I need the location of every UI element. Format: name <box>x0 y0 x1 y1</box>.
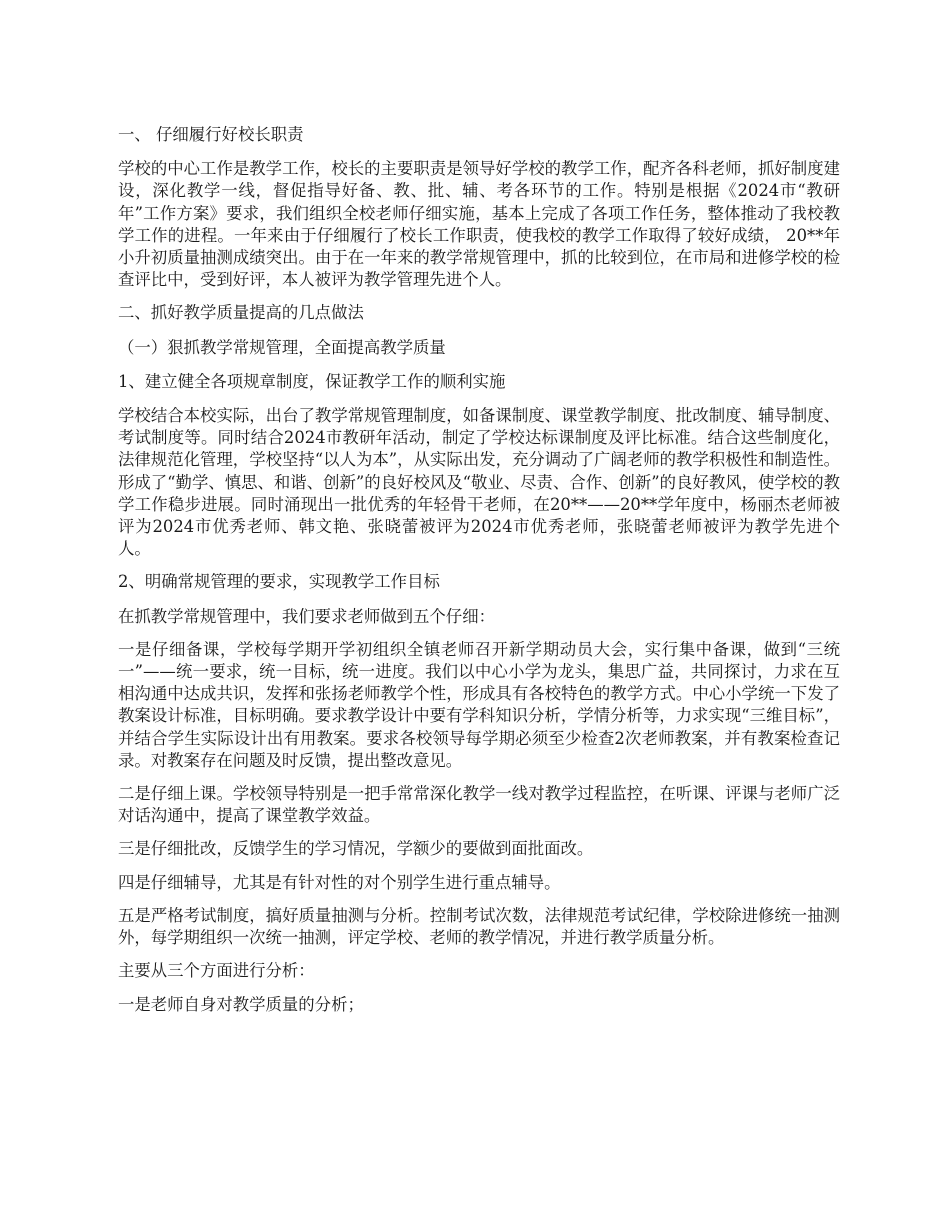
subsection-heading-1: （一）狠抓教学常规管理，全面提高教学质量 <box>118 337 446 357</box>
paragraph-regulations: 学校结合本校实际，出台了教学常规管理制度，如备课制度、课堂教学制度、批改制度、辅导制度、考试制度等。同时结合2024市教研年活动，制定了学校达标课制度及评比标准。结合这些制度化，法律规范化管理，学校坚持“以人为本”，从实际出发，充分调动了广阔老师的教学积极性和制造性。形成了“勤学、慎思、和谐、创新”的良好校风及“敬业、尽责、合作、创新”的良好教风，使学校的教学工作稳步进展。同时涌现出一批优秀的年轻骨干老师，在20**——20**学年度中，杨丽杰老师被评为2024市优秀老师、韩文艳、张晓蕾被评为2024市优秀老师，张晓蕾老师被评为教学先进个人。 <box>118 406 840 559</box>
paragraph-lesson-preparation: 一是仔细备课，学校每学期开学初组织全镇老师召开新学期动员大会，实行集中备课，做到“三统一”——统一要求，统一目标，统一进度。我们以中心小学为龙头，集思广益，共同探讨，力求在互相沟通中达成共识，发挥和张扬老师教学个性，形成具有各校特色的教学方式。中心小学统一下发了教案设计标准，目标明确。要求教学设计中要有学科知识分析，学情分析等，力求实现“三维目标”，并结合学生实际设计出有用教案。要求各校领导每学期必须至少检查2次老师教案，并有教案检查记录。对教案存在问题及时反馈，提出整改意见。 <box>118 639 840 770</box>
paragraph-analysis-item-1: 一是老师自身对教学质量的分析； <box>118 994 364 1014</box>
item-heading-1: 1、建立健全各项规章制度，保证教学工作的顺利实施 <box>118 371 506 391</box>
paragraph-tutoring: 四是仔细辅导，尤其是有针对性的对个别学生进行重点辅导。 <box>118 872 561 892</box>
item-heading-2: 2、明确常规管理的要求，实现教学工作目标 <box>118 572 440 592</box>
section-heading-2: 二、抓好教学质量提高的几点做法 <box>118 303 364 323</box>
document-page <box>118 124 840 1027</box>
section-heading-1: 一、 仔细履行好校长职责 <box>118 125 304 144</box>
paragraph-five-requirements: 在抓教学常规管理中，我们要求老师做到五个仔细： <box>118 606 495 626</box>
paragraph-teaching: 二是仔细上课。学校领导特别是一把手常常深化教学一线对教学过程监控，在听课、评课与老师广泛对话沟通中，提高了课堂教学效益。 <box>118 784 840 826</box>
paragraph-exams: 五是严格考试制度，搞好质量抽测与分析。控制考试次数，法律规范考试纪律，学校除进修统一抽测外，每学期组织一次统一抽测，评定学校、老师的教学情况，并进行教学质量分析。 <box>118 905 840 948</box>
paragraph-grading: 三是仔细批改，反馈学生的学习情况，学额少的要做到面批面改。 <box>118 839 594 859</box>
paragraph-principal-duties: 学校的中心工作是教学工作，校长的主要职责是领导好学校的教学工作，配齐各科老师，抓好制度建设，深化教学一线，督促指导好备、教、批、辅、考各环节的工作。特别是根据《2024市“教研年”工作方案》要求，我们组织全校老师仔细实施，基本上完成了各项工作任务，整体推动了我校教学工作的进程。一年来由于仔细履行了校长工作职责，使我校的教学工作取得了较好成绩， 20**年小升初质量抽测成绩突出。由于在一年来的教学常规管理中，抓的比较到位，在市局和进修学校的检查评比中，受到好评，本人被评为教学管理先进个人。 <box>118 159 840 290</box>
paragraph-analysis-intro: 主要从三个方面进行分析： <box>118 961 315 981</box>
